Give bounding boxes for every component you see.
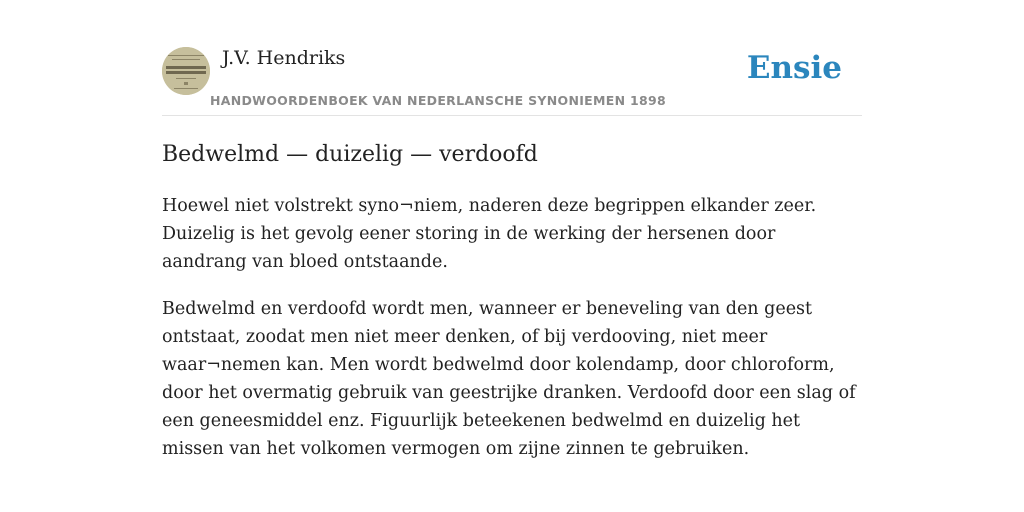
book-cover-icon[interactable] [162, 47, 210, 95]
author-name[interactable]: J.V. Hendriks [222, 47, 346, 69]
article-title: Bedwelmd — duizelig — verdoofd [162, 142, 538, 167]
article-paragraph: Hoewel niet volstrekt syno¬niem, naderen deze begrippen elkander zeer. Duizelig is het gevolg eener storing in de werking der hersenen door aandrang van bloed ontstaande. [162, 196, 817, 272]
source-title[interactable]: HANDWOORDENBOEK VAN NEDERLANSCHE SYNONIEMEN 1898 [210, 93, 667, 108]
article-paragraph: Bedwelmd en verdoofd wordt men, wanneer er beneveling van den geest ontstaat, zoodat men niet meer denken, of bij verdooving, niet meer waar¬nemen kan. Men wordt bedwelmd door kolendamp, door chloroform, door het overmatig gebruik van geestrijke dranken. Verdoofd door een slag of een geneesmiddel enz. Figuurlijk beteekenen bedwelmd en duizelig het missen van het volkomen vermogen om zijne zinnen te gebruiken. [162, 299, 856, 459]
brand-logo[interactable]: Ensie [746, 50, 842, 86]
article-body [162, 192, 864, 482]
header [162, 46, 862, 116]
header-divider [162, 115, 862, 116]
